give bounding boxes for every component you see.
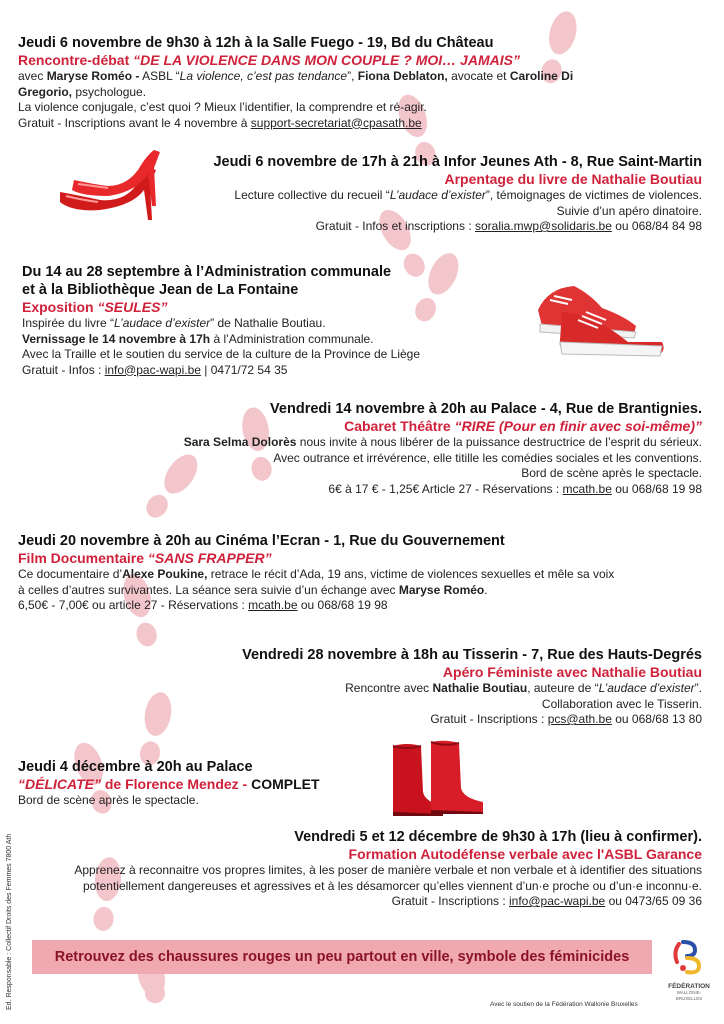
- event-line: Gratuit - Infos : info@pac-wapi.be | 0471/72 54 35: [22, 362, 288, 377]
- event-line: Vernissage le 14 novembre à 17h à l’Administration communale.: [22, 331, 374, 346]
- event-line: Gratuit - Inscriptions : pcs@ath.be ou 068/68 13 80: [430, 712, 702, 726]
- event-line: Gratuit - Inscriptions avant le 4 novembre à support-secretariat@cpasath.be: [18, 115, 422, 130]
- logo-line2: WALLONIE-BRUXELLES: [675, 990, 703, 1001]
- event-line: Collaboration avec le Tisserin.: [541, 696, 702, 711]
- event-line: Gratuit - Inscriptions : info@pac-wapi.be ou 0473/65 09 36: [391, 894, 702, 908]
- event-heading: Vendredi 14 novembre à 20h au Palace - 4, Rue de Brantignies.: [270, 401, 702, 417]
- email-link[interactable]: support-secretariat@cpasath.be: [250, 115, 422, 130]
- event-subtitle: Rencontre-débat “DE LA VIOLENCE DANS MON COUPLE ? MOI… JAMAIS”: [18, 52, 520, 68]
- event-heading: et à la Bibliothèque Jean de La Fontaine: [22, 282, 299, 298]
- complet-label: COMPLET: [251, 776, 320, 792]
- event-subtitle: Film Documentaire “SANS FRAPPER”: [18, 550, 272, 566]
- event-line: Sara Selma Dolorès nous invite à nous libérer de la puissance destructrice de l’esprit du sérieux.: [183, 435, 702, 449]
- federation-logo: [665, 938, 713, 1002]
- event-line: Avec la Traille et le soutien du service de la culture de la Province de Liège: [22, 347, 421, 361]
- event-line: Suivie d’un apéro dinatoire.: [556, 203, 702, 218]
- website-link[interactable]: mcath.be: [562, 481, 612, 496]
- event-line: 6,50€ - 7,00€ ou article 27 - Réservations : mcath.be ou 068/68 19 98: [18, 598, 388, 612]
- event-subtitle: Apéro Féministe avec Nathalie Boutiau: [442, 664, 702, 680]
- event-line: potentiellement dangereuses et agressives et à les désamorcer qu’elles viennent d’un·e proche ou d’un·e inconnu·e.: [82, 878, 702, 893]
- red-sneakers-image: [528, 270, 668, 360]
- fwb-logo-icon: [669, 938, 709, 978]
- red-shoes-banner: Retrouvez des chaussures rouges un peu partout en ville, symbole des féminicides: [32, 940, 652, 974]
- event-heading: Jeudi 20 novembre à 20h au Cinéma l’Ecran - 1, Rue du Gouvernement: [18, 533, 505, 549]
- event-heading: Du 14 au 28 septembre à l’Administration communale: [22, 264, 392, 280]
- event-8: [36, 828, 702, 910]
- event-line: Bord de scène après le spectacle.: [521, 466, 702, 480]
- event-line: Bord de scène après le spectacle.: [18, 793, 199, 807]
- event-subtitle: Cabaret Théâtre “RIRE (Pour en finir avec soi-même)”: [344, 418, 702, 434]
- event-7: [18, 758, 378, 809]
- event-line: avec Maryse Roméo - ASBL “La violence, c’est pas tendance”, Fiona Deblaton, avocate et Caroline Di Gregorio, psychologue.: [18, 69, 574, 99]
- event-heading: Vendredi 5 et 12 décembre de 9h30 à 17h (lieu à confirmer).: [294, 829, 702, 845]
- event-heading: Jeudi 4 décembre à 20h au Palace: [18, 759, 253, 775]
- event-subtitle: Exposition “SEULES”: [22, 299, 168, 315]
- logo-line1: FÉDÉRATION: [668, 983, 710, 990]
- event-subtitle: Formation Autodéfense verbale avec l'ASBL Garance: [348, 846, 702, 862]
- event-line: Rencontre avec Nathalie Boutiau, auteure de “L’audace d’exister”.: [345, 681, 702, 695]
- event-heading: Jeudi 6 novembre de 9h30 à 12h à la Salle Fuego - 19, Bd du Château: [18, 35, 494, 51]
- email-link[interactable]: soralia.mwp@solidaris.be: [475, 219, 612, 233]
- responsible-publisher: Ed. Responsable : Collectif Droits des Femmes 7800 Ath: [6, 833, 13, 1010]
- event-line: Lecture collective du recueil “L’audace d’exister”, témoignages de victimes de violences.: [234, 188, 702, 202]
- event-line: La violence conjugale, c’est quoi ? Mieux l’identifier, la comprendre et ré-agir.: [18, 100, 427, 114]
- event-1: [18, 34, 578, 131]
- event-heading: Vendredi 28 novembre à 18h au Tisserin - 7, Rue des Hauts-Degrés: [242, 647, 702, 663]
- event-subtitle: “DÉLICATE” de Florence Mendez - COMPLET: [18, 776, 320, 792]
- email-link[interactable]: pcs@ath.be: [547, 712, 612, 726]
- event-subtitle: Arpentage du livre de Nathalie Boutiau: [444, 171, 702, 187]
- event-line: à celles d’autres survivantes. La séance sera suivie d’un échange avec Maryse Roméo.: [18, 582, 488, 597]
- support-text: Avec le soutien de la Fédération Wallonie Bruxelles: [490, 1001, 638, 1008]
- event-2: [150, 153, 702, 235]
- email-link[interactable]: info@pac-wapi.be: [104, 362, 201, 377]
- event-line: 6€ à 17 € - 1,25€ Article 27 - Réservations : mcath.be ou 068/68 19 98: [328, 481, 702, 496]
- event-6: [150, 646, 702, 728]
- event-line: Ce documentaire d’Alexe Poukine, retrace le récit d’Ada, 19 ans, victime de violences sexuelles et mêle sa voix: [18, 567, 615, 581]
- event-line: Gratuit - Infos et inscriptions : soralia.mwp@solidaris.be ou 068/84 84 98: [315, 219, 702, 233]
- email-link[interactable]: info@pac-wapi.be: [509, 894, 606, 908]
- event-3: [22, 263, 502, 378]
- event-4: [150, 400, 702, 497]
- event-5: [18, 532, 658, 614]
- event-line: Inspirée du livre “L’audace d’exister” de Nathalie Boutiau.: [22, 316, 326, 330]
- red-boots-image: [385, 740, 490, 818]
- event-line: Avec outrance et irrévérence, elle titille les comédies sociales et les conventions.: [273, 450, 702, 465]
- website-link[interactable]: mcath.be: [248, 598, 298, 612]
- event-line: Apprenez à reconnaitre vos propres limites, à les poser de manière verbale et non verbale et à identifier des situations: [74, 863, 702, 877]
- event-heading: Jeudi 6 novembre de 17h à 21h à Infor Jeunes Ath - 8, Rue Saint-Martin: [213, 154, 702, 170]
